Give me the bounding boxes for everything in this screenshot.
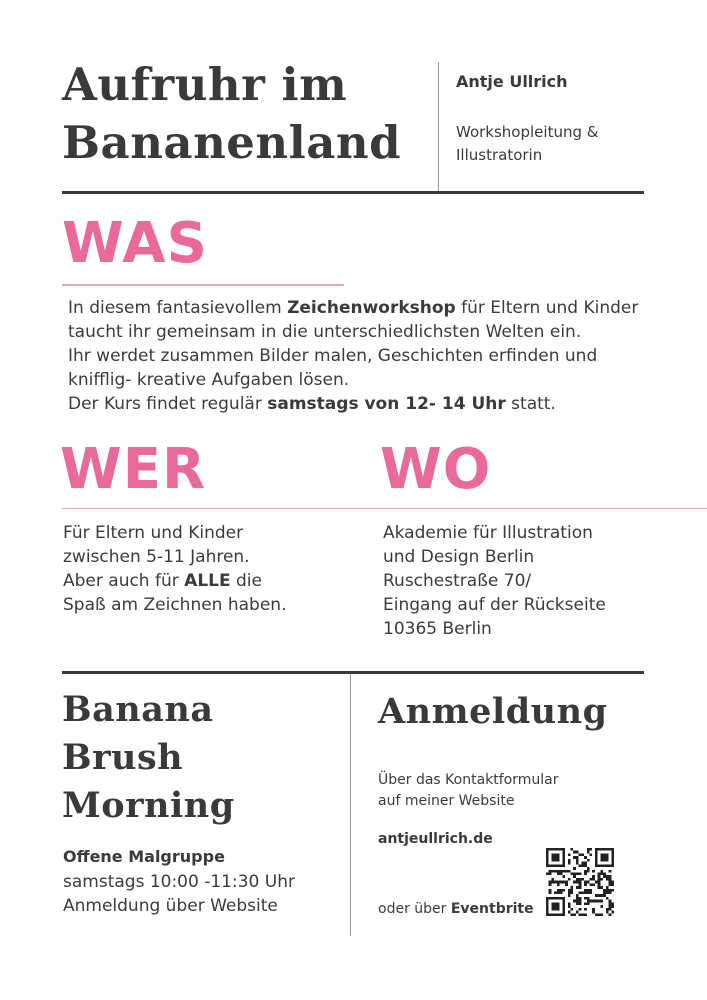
wo-line-1: Akademie für Illustration: [383, 523, 593, 543]
wer-line-2: zwischen 5-11 Jahren.: [63, 547, 250, 567]
banana-line-3: Morning: [62, 785, 235, 826]
author-name: Antje Ullrich: [456, 72, 568, 91]
anmeldung-text: [378, 770, 559, 812]
was-line-5: Der Kurs findet regulär samstags von 12- 14 Uhr statt.: [68, 394, 556, 414]
was-line-1: In diesem fantasievollem Zeichenworkshop für Eltern und Kinder: [68, 298, 639, 318]
header-divider: [438, 62, 439, 192]
wo-line-2: und Design Berlin: [383, 547, 535, 567]
was-description: [68, 296, 668, 416]
title-line-1: Aufruhr im: [62, 58, 348, 111]
wer-line-4: Spaß am Zeichnen haben.: [63, 595, 287, 615]
banana-line-2: Brush: [62, 737, 184, 778]
banana-subtitle: Offene Malgruppe: [63, 847, 225, 866]
was-underline: [62, 284, 344, 286]
banana-detail-1: samstags 10:00 -11:30 Uhr: [63, 872, 295, 892]
author-role: [456, 121, 598, 167]
wo-line-5: 10365 Berlin: [383, 619, 492, 639]
wer-line-3: Aber auch für ALLE die: [63, 571, 262, 591]
page-title: [62, 56, 401, 172]
was-line-4: knifflig- kreative Aufgaben lösen.: [68, 370, 350, 390]
wo-line-3: Ruschestraße 70/: [383, 571, 532, 591]
wo-heading: WO: [380, 437, 492, 502]
anmeldung-line-2: auf meiner Website: [378, 793, 515, 809]
banana-line-1: Banana: [62, 689, 214, 730]
role-line-1: Workshopleitung &: [456, 123, 599, 141]
website-link[interactable]: antjeullrich.de: [378, 831, 493, 847]
eventbrite-line: oder über Eventbrite: [378, 901, 534, 917]
lower-rule: [62, 671, 644, 674]
was-line-3: Ihr werdet zusammen Bilder malen, Geschichten erfinden und: [68, 346, 598, 366]
wer-description: [63, 521, 353, 617]
eventbrite-link[interactable]: Eventbrite: [450, 901, 534, 917]
anmeldung-line-1: Über das Kontaktformular: [378, 772, 559, 788]
banana-title: [62, 686, 235, 830]
wo-description: [383, 521, 683, 641]
role-line-2: Illustratorin: [456, 146, 543, 164]
header-rule: [62, 191, 644, 194]
was-heading: WAS: [62, 211, 208, 276]
was-line-2: taucht ihr gemeinsam in die unterschiedlichsten Welten ein.: [68, 322, 582, 342]
wer-line-1: Für Eltern und Kinder: [63, 523, 244, 543]
wer-wo-rule: [62, 508, 707, 509]
banana-detail-2: Anmeldung über Website: [63, 896, 278, 916]
wo-line-4: Eingang auf der Rückseite: [383, 595, 606, 615]
qr-code: [546, 848, 614, 916]
lower-divider: [350, 674, 351, 936]
wer-heading: WER: [60, 437, 207, 502]
title-line-2: Bananenland: [62, 116, 402, 169]
banana-details: [63, 870, 343, 918]
anmeldung-heading: Anmeldung: [378, 691, 608, 732]
